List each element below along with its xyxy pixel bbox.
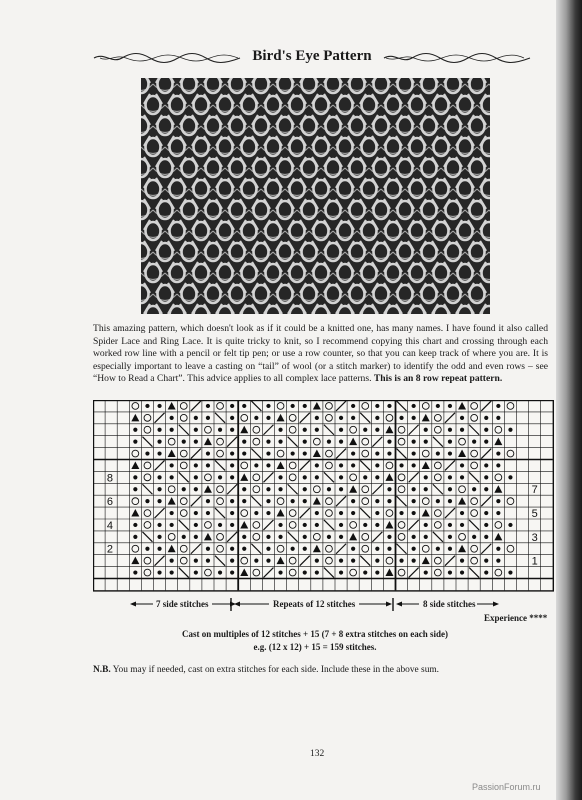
- right-row-number: 5: [531, 508, 538, 520]
- right-row-number: 7: [531, 484, 538, 497]
- title-banner: [92, 46, 532, 72]
- left-row-number: 2: [106, 543, 114, 556]
- nb-text: You may if needed, cast on extra stitches for each side. Include these in the above sum.: [112, 665, 440, 675]
- lace-swatch-photo: [141, 78, 490, 314]
- book-spine-shadow: [556, 0, 582, 800]
- left-row-number: 8: [106, 472, 114, 485]
- cast-on-instructions: [150, 628, 480, 654]
- right-side-stitches-label: 8 side stitches: [423, 599, 476, 609]
- intro-emphasis: This is an 8 row repeat pattern.: [373, 373, 503, 385]
- intro-paragraph: [93, 323, 548, 386]
- nb-note: [93, 665, 439, 675]
- knitting-chart: [93, 400, 555, 598]
- right-flourish-ornament: [382, 50, 532, 66]
- intro-text: This amazing pattern, which doesn't look as if it could be a knitted one, has many names. I have found it also called Spider Lace and Ring Lace. It is quite tricky to knit, so I recommend copying this chart and crossing through each worked row line with a pencil or felt tip pen; or use a row counter, so that you can keep track of where you are. It is especially important to leave a casting on “tail” of wool (or a stitch marker) to identify the odd and even rows – see “How to Read a Chart”. This advice applies to all complex lace patterns.: [93, 323, 548, 385]
- stitch-section-arrows: [93, 597, 553, 613]
- left-side-stitches-label: 7 side stitches: [156, 599, 209, 609]
- repeat-stitches-label: Repeats of 12 stitches: [273, 599, 356, 609]
- left-row-number: 6: [106, 496, 114, 509]
- cast-on-line-1: Cast on multiples of 12 stitches + 15 (7 + 8 extra stitches on each side): [182, 629, 448, 639]
- watermark: PassionForum.ru: [472, 782, 541, 792]
- right-row-number: 3: [531, 531, 538, 544]
- cast-on-line-2: e.g. (12 x 12) + 15 = 159 stitches.: [253, 642, 377, 652]
- right-row-number: 1: [531, 555, 538, 568]
- page-title: Bird's Eye Pattern: [252, 48, 372, 64]
- experience-rating: Experience ****: [484, 613, 548, 623]
- nb-label: N.B.: [93, 665, 111, 675]
- page-number: 132: [310, 749, 325, 759]
- left-row-number: 4: [106, 519, 114, 532]
